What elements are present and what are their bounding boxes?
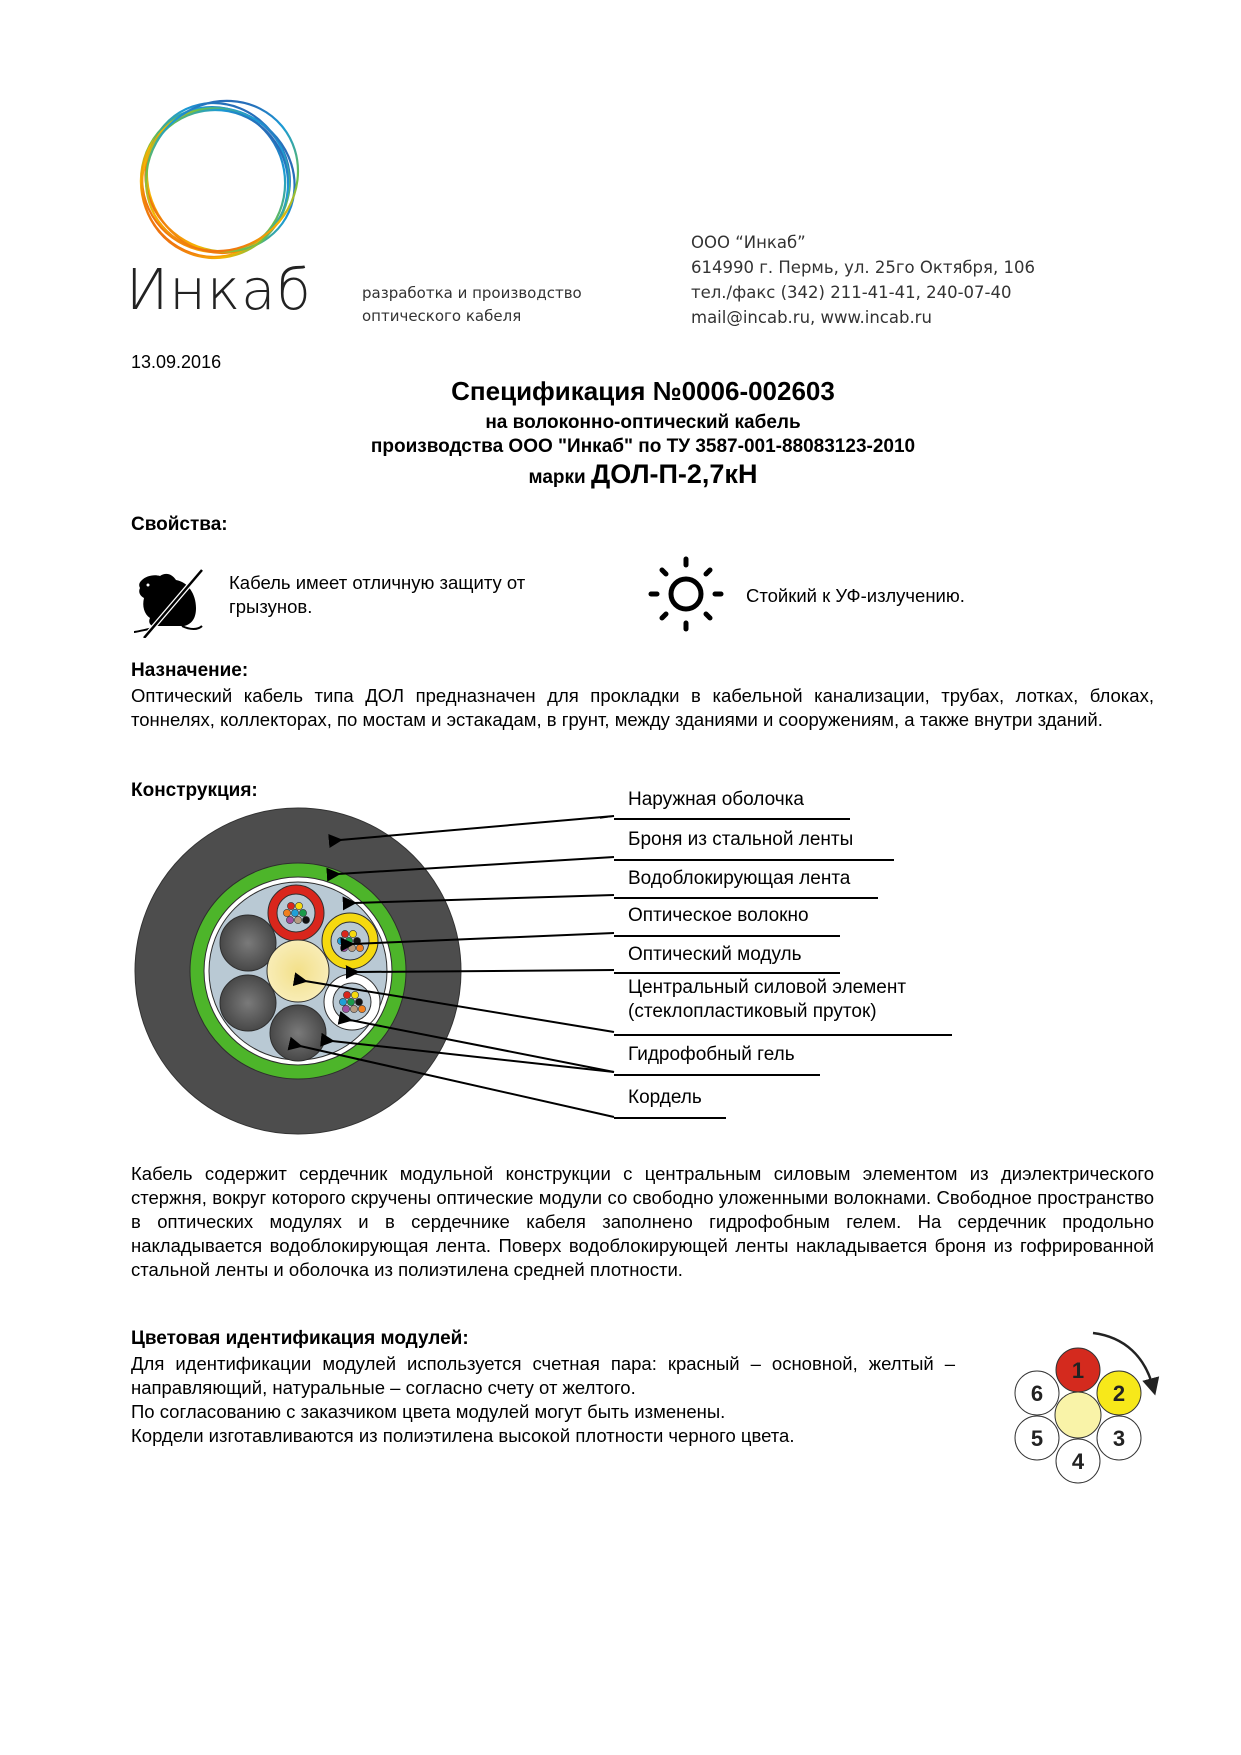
legend-outer-sheath: Наружная оболочка [628,789,804,810]
construction-description: Кабель содержит сердечник модульной конструкции с центральным силовым элементом из диэлектрического стержня, вокруг которого скручены оптические модули со свободно уложенными волокнами. Свободное пространство в оптических модулях и в сердечнике кабеля заполнено гидрофобным гелем. На сердечник продольно накладывается водоблокирующая лента. Поверх водоблокирующей ленты накладывается броня из гофрированной стальной ленты и оболочка из полиэтилена средней плотности. [131,1163,1154,1280]
color-id-text-2: По согласованию с заказчиком цвета модулей могут быть изменены. [131,1401,726,1422]
cable-brand: ДОЛ-П-2,7кН [591,459,758,489]
tagline-line: разработка и производство [362,284,582,302]
property-text-rodent: Кабель имеет отличную защиту от грызунов. [229,572,526,617]
color-id-text-1: Для идентификации модулей используется счетная пара: красный – основной, желтый – направляющий, натуральные – согласно счету от желтого. [131,1353,955,1398]
company-tagline [362,282,582,328]
construction-heading: Конструкция: [131,780,258,801]
property-text-uv: Стойкий к УФ-излучению. [746,585,965,606]
title-brand-line [45,459,1241,490]
legend-underline [614,935,840,937]
module-number-3: 3 [1112,1426,1126,1451]
module-number-5: 5 [1030,1426,1044,1451]
brand-prefix: марки [528,467,591,488]
tagline-line: оптического кабеля [362,307,522,325]
module-number-6: 6 [1030,1381,1044,1406]
title-block [0,376,1241,490]
page-title: Спецификация №0006-002603 [451,376,835,406]
purpose-text: Оптический кабель типа ДОЛ предназначен для прокладки в кабельной канализации, трубах, лотках, блоках, тоннелях, коллекторах, по мостам и эстакадам, в грунт, между зданиями и сооружениям, а также внутри зданий. [131,685,1154,730]
sun-uv-icon [648,556,724,632]
legend-underline [614,1034,952,1036]
legend-central-member: Центральный силовой элемент [628,977,907,998]
module-color-order-diagram [995,1315,1170,1490]
company-email-web: mail@incab.ru, www.incab.ru [691,308,932,327]
legend-underline [614,972,840,974]
legend-cordel: Кордель [628,1087,702,1108]
company-contacts [691,230,1035,330]
color-id-heading: Цветовая идентификация модулей: [131,1328,469,1349]
legend-optical-module: Оптический модуль [628,944,802,965]
logo-wordmark: Инкаб [126,258,312,323]
logo-rings-icon [128,92,308,272]
legend-underline [614,1074,820,1076]
legend-water-block-tape: Водоблокирующая лента [628,868,851,889]
title-manufacturer: производства ООО "Инкаб" по ТУ 3587-001-88083123-2010 [370,436,916,457]
company-name: ООО “Инкаб” [691,233,806,252]
title-subtitle: на волоконно-оптический кабель [485,412,801,433]
module-number-4: 4 [1071,1449,1085,1474]
purpose-heading: Назначение: [131,660,249,681]
legend-central-member-note: (стеклопластиковый пруток) [628,1001,877,1022]
module-number-2: 2 [1112,1381,1126,1406]
document-date: 13.09.2016 [131,352,222,372]
legend-underline [614,1117,726,1119]
company-address: 614990 г. Пермь, ул. 25го Октября, 106 [691,258,1035,277]
legend-optical-fiber: Оптическое волокно [628,905,809,926]
legend-underline [614,818,850,820]
legend-underline [614,897,878,899]
legend-steel-armor: Броня из стальной ленты [628,829,854,850]
legend-hydrophobic-gel: Гидрофобный гель [628,1044,795,1065]
module-number-1: 1 [1071,1358,1085,1383]
color-id-text-3: Кордели изготавливаются из полиэтилена высокой плотности черного цвета. [131,1425,795,1446]
legend-underline [614,859,894,861]
properties-heading: Свойства: [131,514,228,535]
rodent-protection-icon [132,566,210,638]
company-phone: тел./факс (342) 211-41-41, 240-07-40 [691,283,1012,302]
